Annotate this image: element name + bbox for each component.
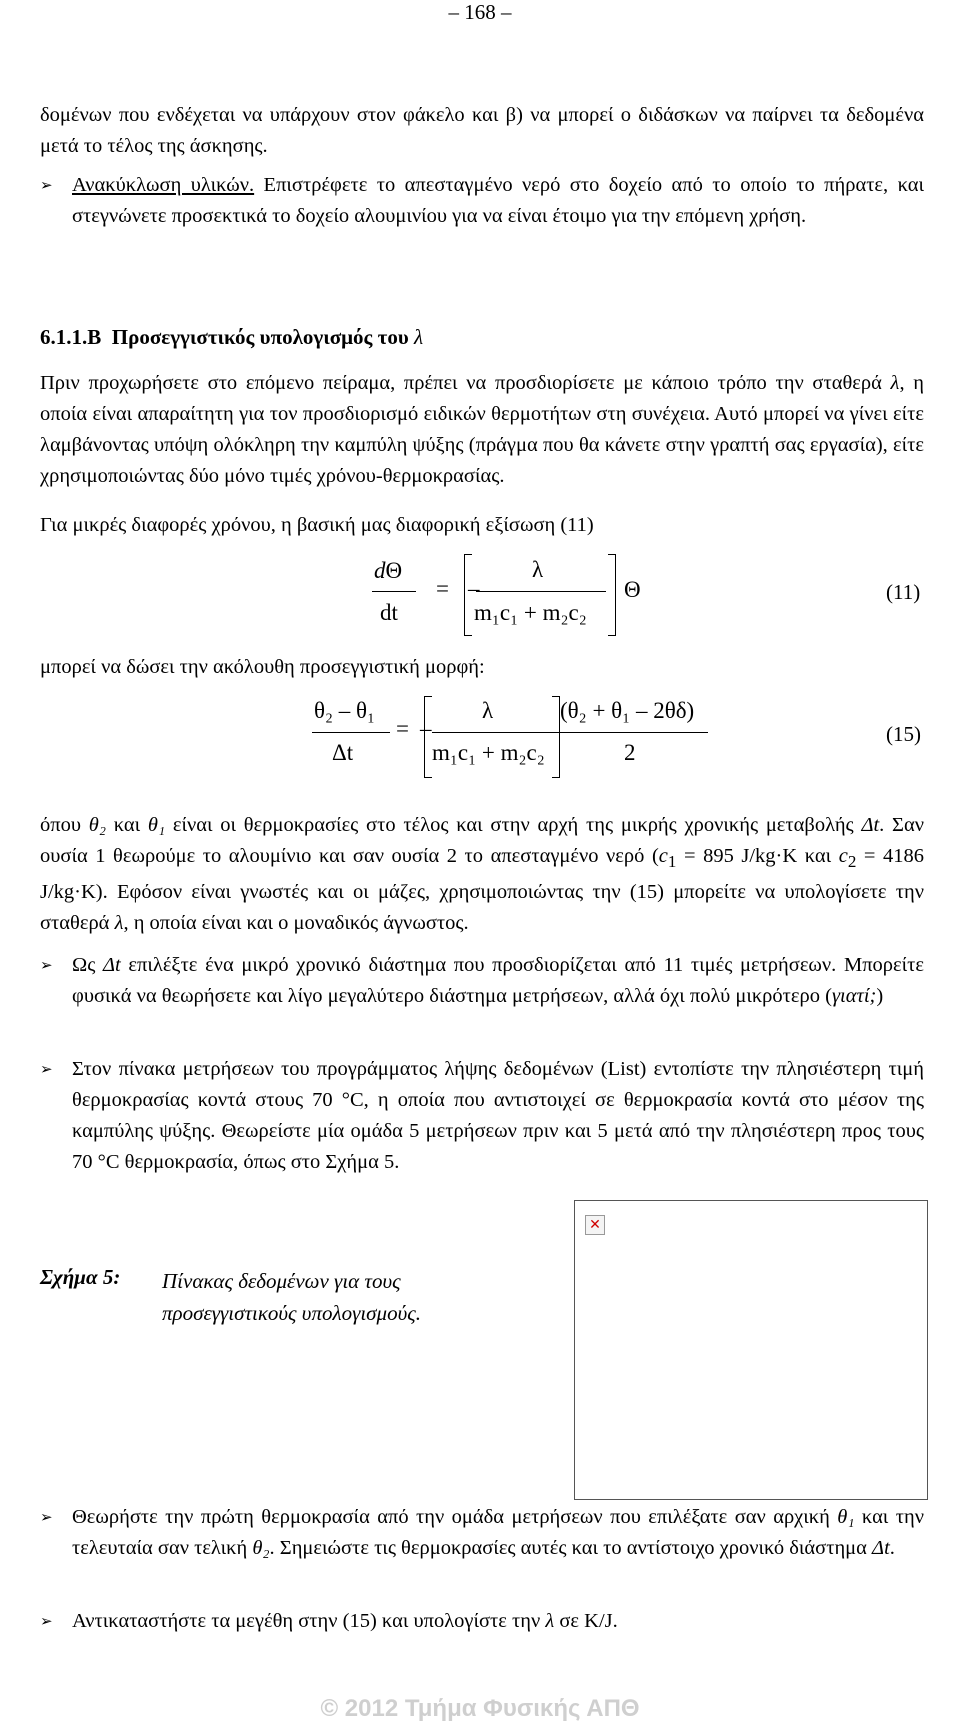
eq15-right-bracket — [552, 696, 560, 778]
paragraph-definitions — [40, 810, 924, 939]
para1-text-b: , η οποία είναι απαραίτητη για τον προσδιορισμό ειδικών θερμοτήτων στη συνέχεια. Αυτό μπορεί να γίνει είτε λαμβάνοντας υπόψη ολόκληρη την καμπύλη ψύξης (πράγμα που θα κάνετε στην γραπτή σας εργασία), είτε χρησιμοποιώντας δύο μόνο τιμές χρόνου-θερμοκρασίας. — [40, 372, 924, 487]
para4-dt: Δt — [861, 814, 880, 836]
arrow-bullet-icon: ➢ — [40, 1612, 53, 1630]
eq11-lhs-fraction-bar — [372, 591, 416, 592]
eq11-theta: Θ — [624, 577, 641, 602]
eq15-rhs-numerator: (θ₂ + θ₁ – 2θδ) — [560, 698, 695, 723]
para2-text: Για μικρές διαφορές χρόνου, η βασική μας διαφορική εξίσωση (11) — [40, 514, 594, 536]
bullet-replace-body: Αντικαταστήστε τα μεγέθη στην (15) και υπολογίστε την λ σε K/J. — [72, 1610, 618, 1632]
eq11-left-bracket — [464, 554, 472, 636]
eq15-number: (15) — [886, 722, 921, 746]
bullet-first-body: Θεωρήστε την πρώτη θερμοκρασία από την ομάδα μετρήσεων που επιλέξατε σαν αρχική θ₁ και την τελευταία σαν τελική θ₂. Σημειώστε τις θερμοκρασίες αυτές και το αντίστοιχο χρονικό διάστημα Δt. — [72, 1506, 924, 1559]
figure-label: Σχήμα 5: — [40, 1265, 121, 1289]
paragraph-lambda — [40, 368, 924, 492]
recycle-title: Ανακύκλωση υλικών. — [72, 174, 255, 196]
eq11-number: (11) — [886, 580, 921, 604]
bullet-dt-body: Ως Δt επιλέξτε ένα μικρό χρονικό διάστημα που προσδιορίζεται από 11 τιμές μετρήσεων. Μπορείτε φυσικά να θεωρήσετε και λίγο μεγαλύτερο διάστημα μετρήσεων, αλλά όχι πολύ μικρότερο (γιατί;) — [72, 954, 924, 1007]
para4-c2: c — [838, 845, 848, 867]
broken-image-icon: ✕ — [585, 1215, 605, 1235]
intro-paragraph — [40, 100, 924, 162]
para4-c1: c — [658, 845, 668, 867]
para4-f: = 4186 J/kg·K). Εφόσον είναι γνωστές και οι μάζες, χρησιμοποιώντας την (15) μπορείτε να υπολογίσετε την σταθερά — [40, 845, 925, 935]
eq11-lhs-numerator: dΘ — [374, 558, 403, 583]
para4-g: , η οποία είναι και ο μοναδικός άγνωστος. — [123, 912, 469, 935]
para4-theta2: θ₂ — [88, 814, 106, 836]
eq11-fraction-bar — [476, 591, 606, 592]
section-number: 6.1.1.Β — [40, 325, 102, 349]
eq11-lambda: λ — [532, 557, 544, 582]
para4-b: και — [105, 814, 148, 836]
bullet-replace — [40, 1606, 924, 1637]
eq15-rhs-denominator: 2 — [624, 740, 636, 765]
eq15-minus: – — [420, 716, 432, 741]
para4-c: είναι οι θερμοκρασίες στο τέλος και στην αρχή της μικρής χρονικής μεταβολής — [165, 814, 862, 836]
para4-lambda: λ — [114, 912, 124, 935]
paragraph-approx — [40, 652, 924, 683]
figure-5-image — [574, 1200, 928, 1500]
page-number: – 168 – — [448, 0, 512, 24]
eq15-lhs-fraction-bar — [312, 732, 390, 733]
eq15-lambda: λ — [482, 698, 494, 723]
eq15-equals: = — [396, 716, 409, 741]
section-symbol: λ — [414, 325, 424, 349]
arrow-bullet-icon: ➢ — [40, 1508, 53, 1526]
paragraph-small-diff — [40, 510, 924, 541]
para4-c1-sub: 1 — [667, 852, 677, 872]
section-heading — [40, 325, 423, 350]
eq15-lhs-denominator: Δt — [332, 740, 354, 765]
section-title: Προσεγγιστικός υπολογισμός του — [111, 325, 409, 349]
bullet-table — [40, 1054, 924, 1178]
bullet-first-temp — [40, 1502, 924, 1564]
para4-c2-sub: 2 — [847, 852, 857, 872]
eq11-equals: = — [436, 576, 449, 601]
footer-copyright: © 2012 Τμήμα Φυσικής ΑΠΘ — [320, 1695, 640, 1722]
para1-symbol: λ — [890, 372, 900, 394]
eq15-lhs-numerator: θ₂ – θ₁ — [314, 698, 376, 723]
recycle-text: Επιστρέφετε το απεσταγμένο νερό στο δοχείο από το οποίο το πήρατε, και στεγνώνετε προσεκτικά το δοχείο αλουμινίου για να είναι έτοιμο για την επόμενη χρήση. — [72, 174, 924, 227]
para4-d: . Σαν ουσία 1 θεωρούμε το αλουμίνιο και σαν ουσία 2 το απεσταγμένο νερό ( — [40, 814, 924, 867]
arrow-bullet-icon: ➢ — [40, 176, 53, 194]
eq11-denominator: m₁c₁ + m₂c₂ — [474, 600, 587, 625]
arrow-bullet-icon: ➢ — [40, 1060, 53, 1078]
bullet-table-body: Στον πίνακα μετρήσεων του προγράμματος λήψης δεδομένων (List) εντοπίστε την πλησιέστερη τιμή θερμοκρασίας κοντά στους 70 °C, η οποία που αντιστοιχεί σε θερμοκρασία κοντά στο μέσον της καμπύλης ψύξης. Θεωρείστε μία ομάδα 5 μετρήσεων πριν και 5 μετά από την πλησιέστερη προς τους 70 °C θερμοκρασία, όπως στο Σχήμα 5. — [72, 1058, 924, 1173]
para4-e: = 895 J/kg·K και — [676, 845, 839, 867]
bullet-recycle-body — [40, 170, 924, 232]
para1-text-a: Πριν προχωρήσετε στο επόμενο πείραμα, πρέπει να προσδιορίσετε με κάποιο τρόπο την σταθερά — [40, 372, 891, 394]
para3-text: μπορεί να δώσει την ακόλουθη προσεγγιστική μορφή: — [40, 656, 485, 678]
eq15-denominator: m₁c₁ + m₂c₂ — [432, 740, 545, 765]
intro-text: δομένων που ενδέχεται να υπάρχουν στον φάκελο και β) να μπορεί ο διδάσκων να παίρνει τα δεδομένα μετά το τέλος της άσκησης. — [40, 104, 924, 157]
eq11-right-bracket — [608, 554, 616, 636]
para4-theta1: θ₁ — [147, 814, 166, 836]
bullet-recycle — [40, 170, 924, 232]
eq11-lhs-denominator: dt — [380, 600, 398, 625]
eq15-rhs-fraction-bar — [560, 732, 708, 733]
eq15-left-bracket — [424, 696, 432, 778]
para4-a: όπου — [40, 814, 89, 836]
eq11-minus: – — [468, 576, 480, 601]
bullet-dt — [40, 950, 924, 1012]
eq15-fraction-bar — [432, 732, 560, 733]
figure-caption: Πίνακας δεδομένων για τους προσεγγιστικούς υπολογισμούς. — [162, 1269, 421, 1325]
arrow-bullet-icon: ➢ — [40, 956, 53, 974]
